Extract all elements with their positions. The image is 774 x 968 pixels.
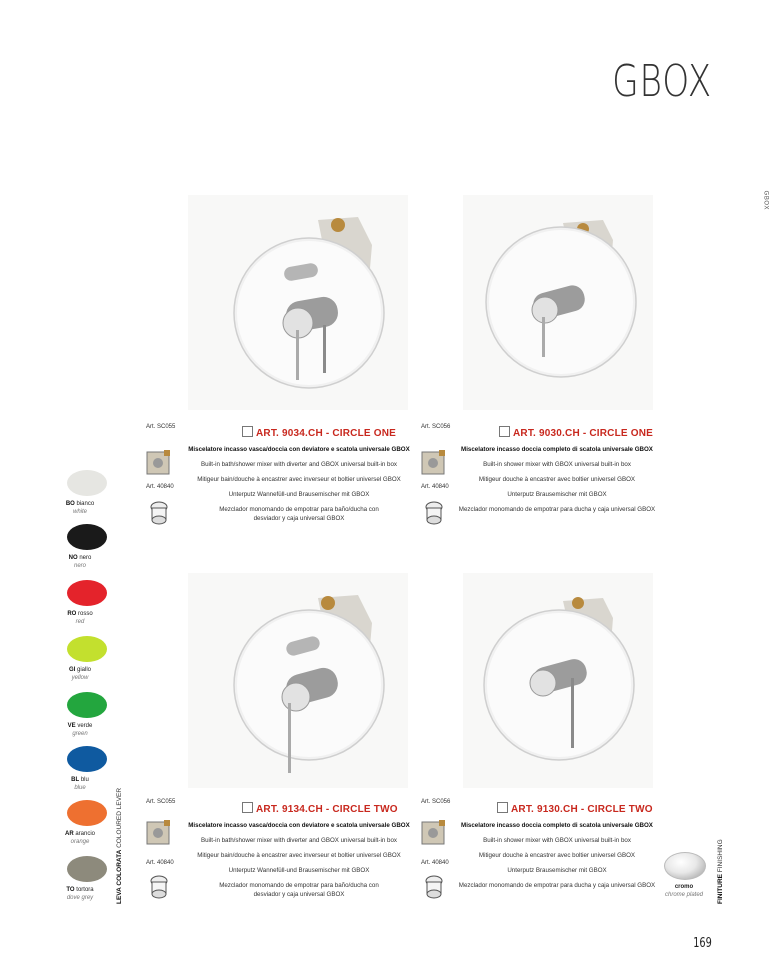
cartridge-code: Art. 40840 (421, 860, 449, 866)
product-description: Miscelatore incasso vasca/doccia con deviatore e scatola universale GBOX Built-in bath/shower mixer with diverter and GBOX universal built-in box Mitigeur bain/douche à encastrer avec inverseur et boltier universel GBOX Unterputz Wannefüll-und Brausemischer mit GBOX Mezclador monomando de empotrar para baño/ducha con desviador y caja universal GBOX (188, 446, 410, 522)
swatch-blue[interactable] (67, 746, 107, 772)
swatch-yellow[interactable] (67, 636, 107, 662)
built-in-box-icon (144, 818, 174, 848)
cartridge-icon (423, 500, 445, 526)
product-photo (463, 573, 653, 788)
built-in-box-icon (419, 448, 449, 478)
cartridge-icon (148, 500, 170, 526)
checkbox-icon[interactable] (242, 802, 253, 813)
chrome-swatch[interactable] (664, 852, 706, 880)
swatch-red[interactable] (67, 580, 107, 606)
faucet-image-shower (463, 573, 653, 788)
product-description: Miscelatore incasso doccia completo di scatola universale GBOX Built-in shower mixer with GBOX universal built-in box Mitigeur douche à encastrer avec boltier universel GBOX Unterputz Brausemischer mit GBOX Mezclador monomando de empotrar para ducha y caja universal GBOX (458, 822, 656, 889)
product-title: ART. 9134.CH - CIRCLE TWO (242, 802, 398, 815)
swatch-label: VE verde green (67, 723, 93, 737)
swatch-orange[interactable] (67, 800, 107, 826)
swatch-dove-grey[interactable] (67, 856, 107, 882)
swatch-label: GI giallo yellow (68, 667, 92, 681)
checkbox-icon[interactable] (497, 802, 508, 813)
checkbox-icon[interactable] (499, 426, 510, 437)
box-code: Art. SC056 (421, 799, 451, 805)
faucet-image-diverter (188, 195, 408, 410)
product-description: Miscelatore incasso vasca/doccia con deviatore e scatola universale GBOX Built-in bath/shower mixer with diverter and GBOX universal built-in box Mitigeur bain/douche à encastrer avec inverseur et boltier universel GBOX Unterputz Wannefüll-und Brausemischer mit GBOX Mezclador monomando de empotrar para baño/ducha con desviador y caja universal GBOX (188, 822, 410, 898)
built-in-box-icon (144, 448, 174, 478)
box-code: Art. SC056 (421, 424, 451, 430)
product-photo (188, 573, 408, 788)
box-code: Art. SC055 (146, 424, 176, 430)
side-section-label: GBOX (762, 190, 768, 210)
cartridge-code: Art. 40840 (421, 484, 449, 490)
coloured-lever-label: LEVA COLORATA COLOURED LEVER (116, 787, 123, 904)
swatch-nero[interactable] (67, 524, 107, 550)
product-title: ART. 9034.CH - CIRCLE ONE (242, 426, 396, 439)
cartridge-icon (423, 874, 445, 900)
product-photo (463, 195, 653, 410)
page-title: GBOX (612, 56, 712, 107)
page-number: 169 (693, 936, 712, 951)
finishing-label: FINITURE FINISHING (717, 839, 724, 904)
faucet-image-diverter (188, 573, 408, 788)
swatch-white[interactable] (67, 470, 107, 496)
swatch-label: BO bianco white (65, 501, 95, 515)
swatch-label: NO nero nero (68, 555, 92, 569)
swatch-label: RO rosso red (67, 611, 93, 625)
swatch-label: TO tortora dove grey (66, 887, 94, 901)
product-photo (188, 195, 408, 410)
chrome-label: cromo chrome plated (664, 884, 704, 898)
checkbox-icon[interactable] (242, 426, 253, 437)
cartridge-code: Art. 40840 (146, 860, 174, 866)
product-title: ART. 9130.CH - CIRCLE TWO (497, 802, 653, 815)
swatch-label: BL blu blue (71, 777, 89, 791)
cartridge-icon (148, 874, 170, 900)
product-description: Miscelatore incasso doccia completo di scatola universale GBOX Built-in shower mixer with GBOX universal built-in box Mitigeur douche à encastrer avec boltier universel GBOX Unterputz Brausemischer mit GBOX Mezclador monomando de empotrar para ducha y caja universal GBOX (458, 446, 656, 513)
swatch-label: AR arancio orange (64, 831, 96, 845)
swatch-green[interactable] (67, 692, 107, 718)
built-in-box-icon (419, 818, 449, 848)
box-code: Art. SC055 (146, 799, 176, 805)
product-title: ART. 9030.CH - CIRCLE ONE (499, 426, 653, 439)
cartridge-code: Art. 40840 (146, 484, 174, 490)
faucet-image-shower (463, 195, 653, 410)
